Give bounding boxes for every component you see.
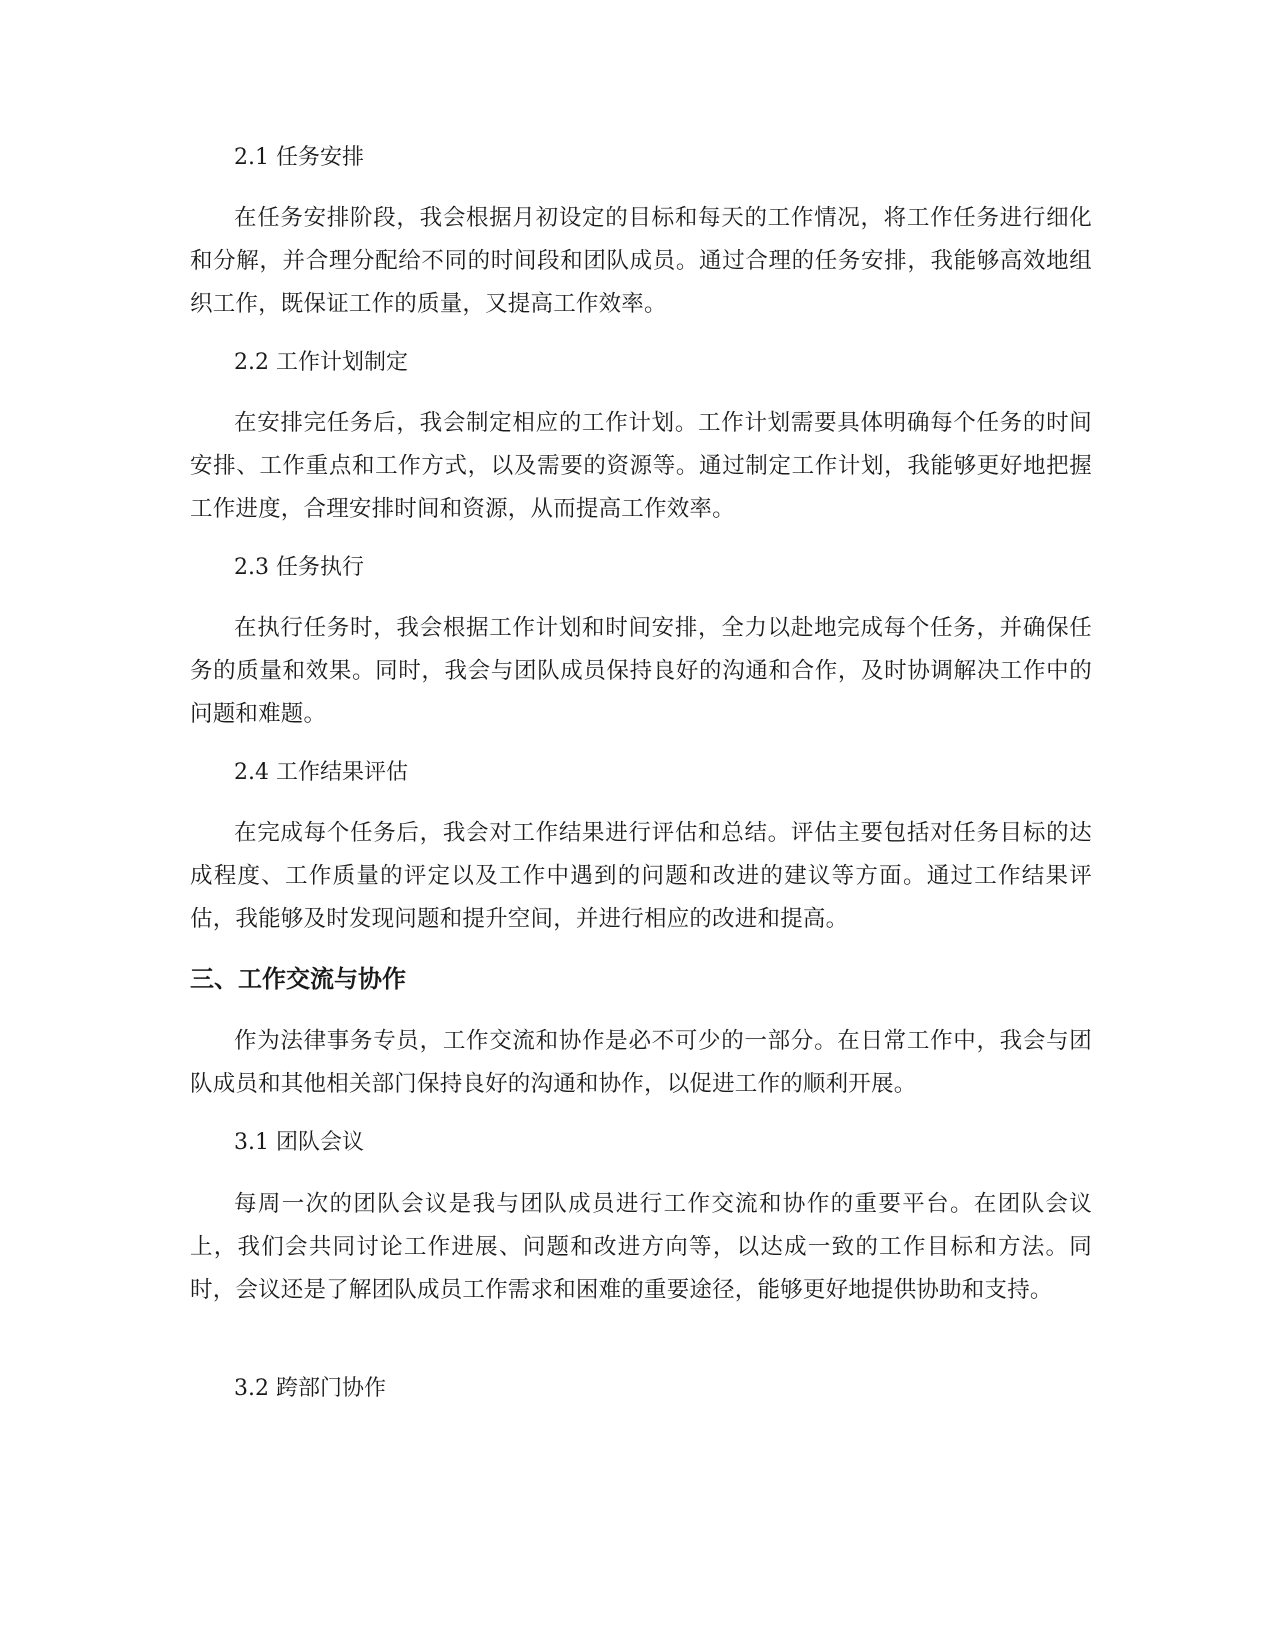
paragraph-team-meeting: 每周一次的团队会议是我与团队成员进行工作交流和协作的重要平台。在团队会议上，我们会共同讨论工作进展、问题和改进方向等，以达成一致的工作目标和方法。同时，会议还是了解团队成员工作需求和困难的重要途径，能够更好地提供协助和支持。 — [190, 1191, 1092, 1303]
subheading-2-2: 2.2 工作计划制定 — [234, 350, 408, 375]
subheading-3-1: 3.1 团队会议 — [234, 1130, 364, 1155]
paragraph-work-plan: 在安排完任务后，我会制定相应的工作计划。工作计划需要具体明确每个任务的时间安排、工作重点和工作方式，以及需要的资源等。通过制定工作计划，我能够更好地把握工作进度，合理安排时间和资源，从而提高工作效率。 — [190, 410, 1092, 522]
subheading-2-4: 2.4 工作结果评估 — [234, 760, 408, 785]
paragraph-task-arrangement: 在任务安排阶段，我会根据月初设定的目标和每天的工作情况，将工作任务进行细化和分解，并合理分配给不同的时间段和团队成员。通过合理的任务安排，我能够高效地组织工作，既保证工作的质量，又提高工作效率。 — [190, 205, 1092, 317]
paragraph-task-execution: 在执行任务时，我会根据工作计划和时间安排，全力以赴地完成每个任务，并确保任务的质量和效果。同时，我会与团队成员保持良好的沟通和合作，及时协调解决工作中的问题和难题。 — [190, 615, 1092, 727]
subheading-3-2: 3.2 跨部门协作 — [234, 1376, 386, 1401]
section-heading-3: 三、工作交流与协作 — [190, 965, 406, 993]
paragraph-result-evaluation: 在完成每个任务后，我会对工作结果进行评估和总结。评估主要包括对任务目标的达成程度、工作质量的评定以及工作中遇到的问题和改进的建议等方面。通过工作结果评估，我能够及时发现问题和提升空间，并进行相应的改进和提高。 — [190, 820, 1092, 932]
subheading-2-1: 2.1 任务安排 — [234, 145, 364, 170]
paragraph-communication-intro: 作为法律事务专员，工作交流和协作是必不可少的一部分。在日常工作中，我会与团队成员和其他相关部门保持良好的沟通和协作，以促进工作的顺利开展。 — [190, 1028, 1092, 1097]
subheading-2-3: 2.3 任务执行 — [234, 555, 364, 580]
